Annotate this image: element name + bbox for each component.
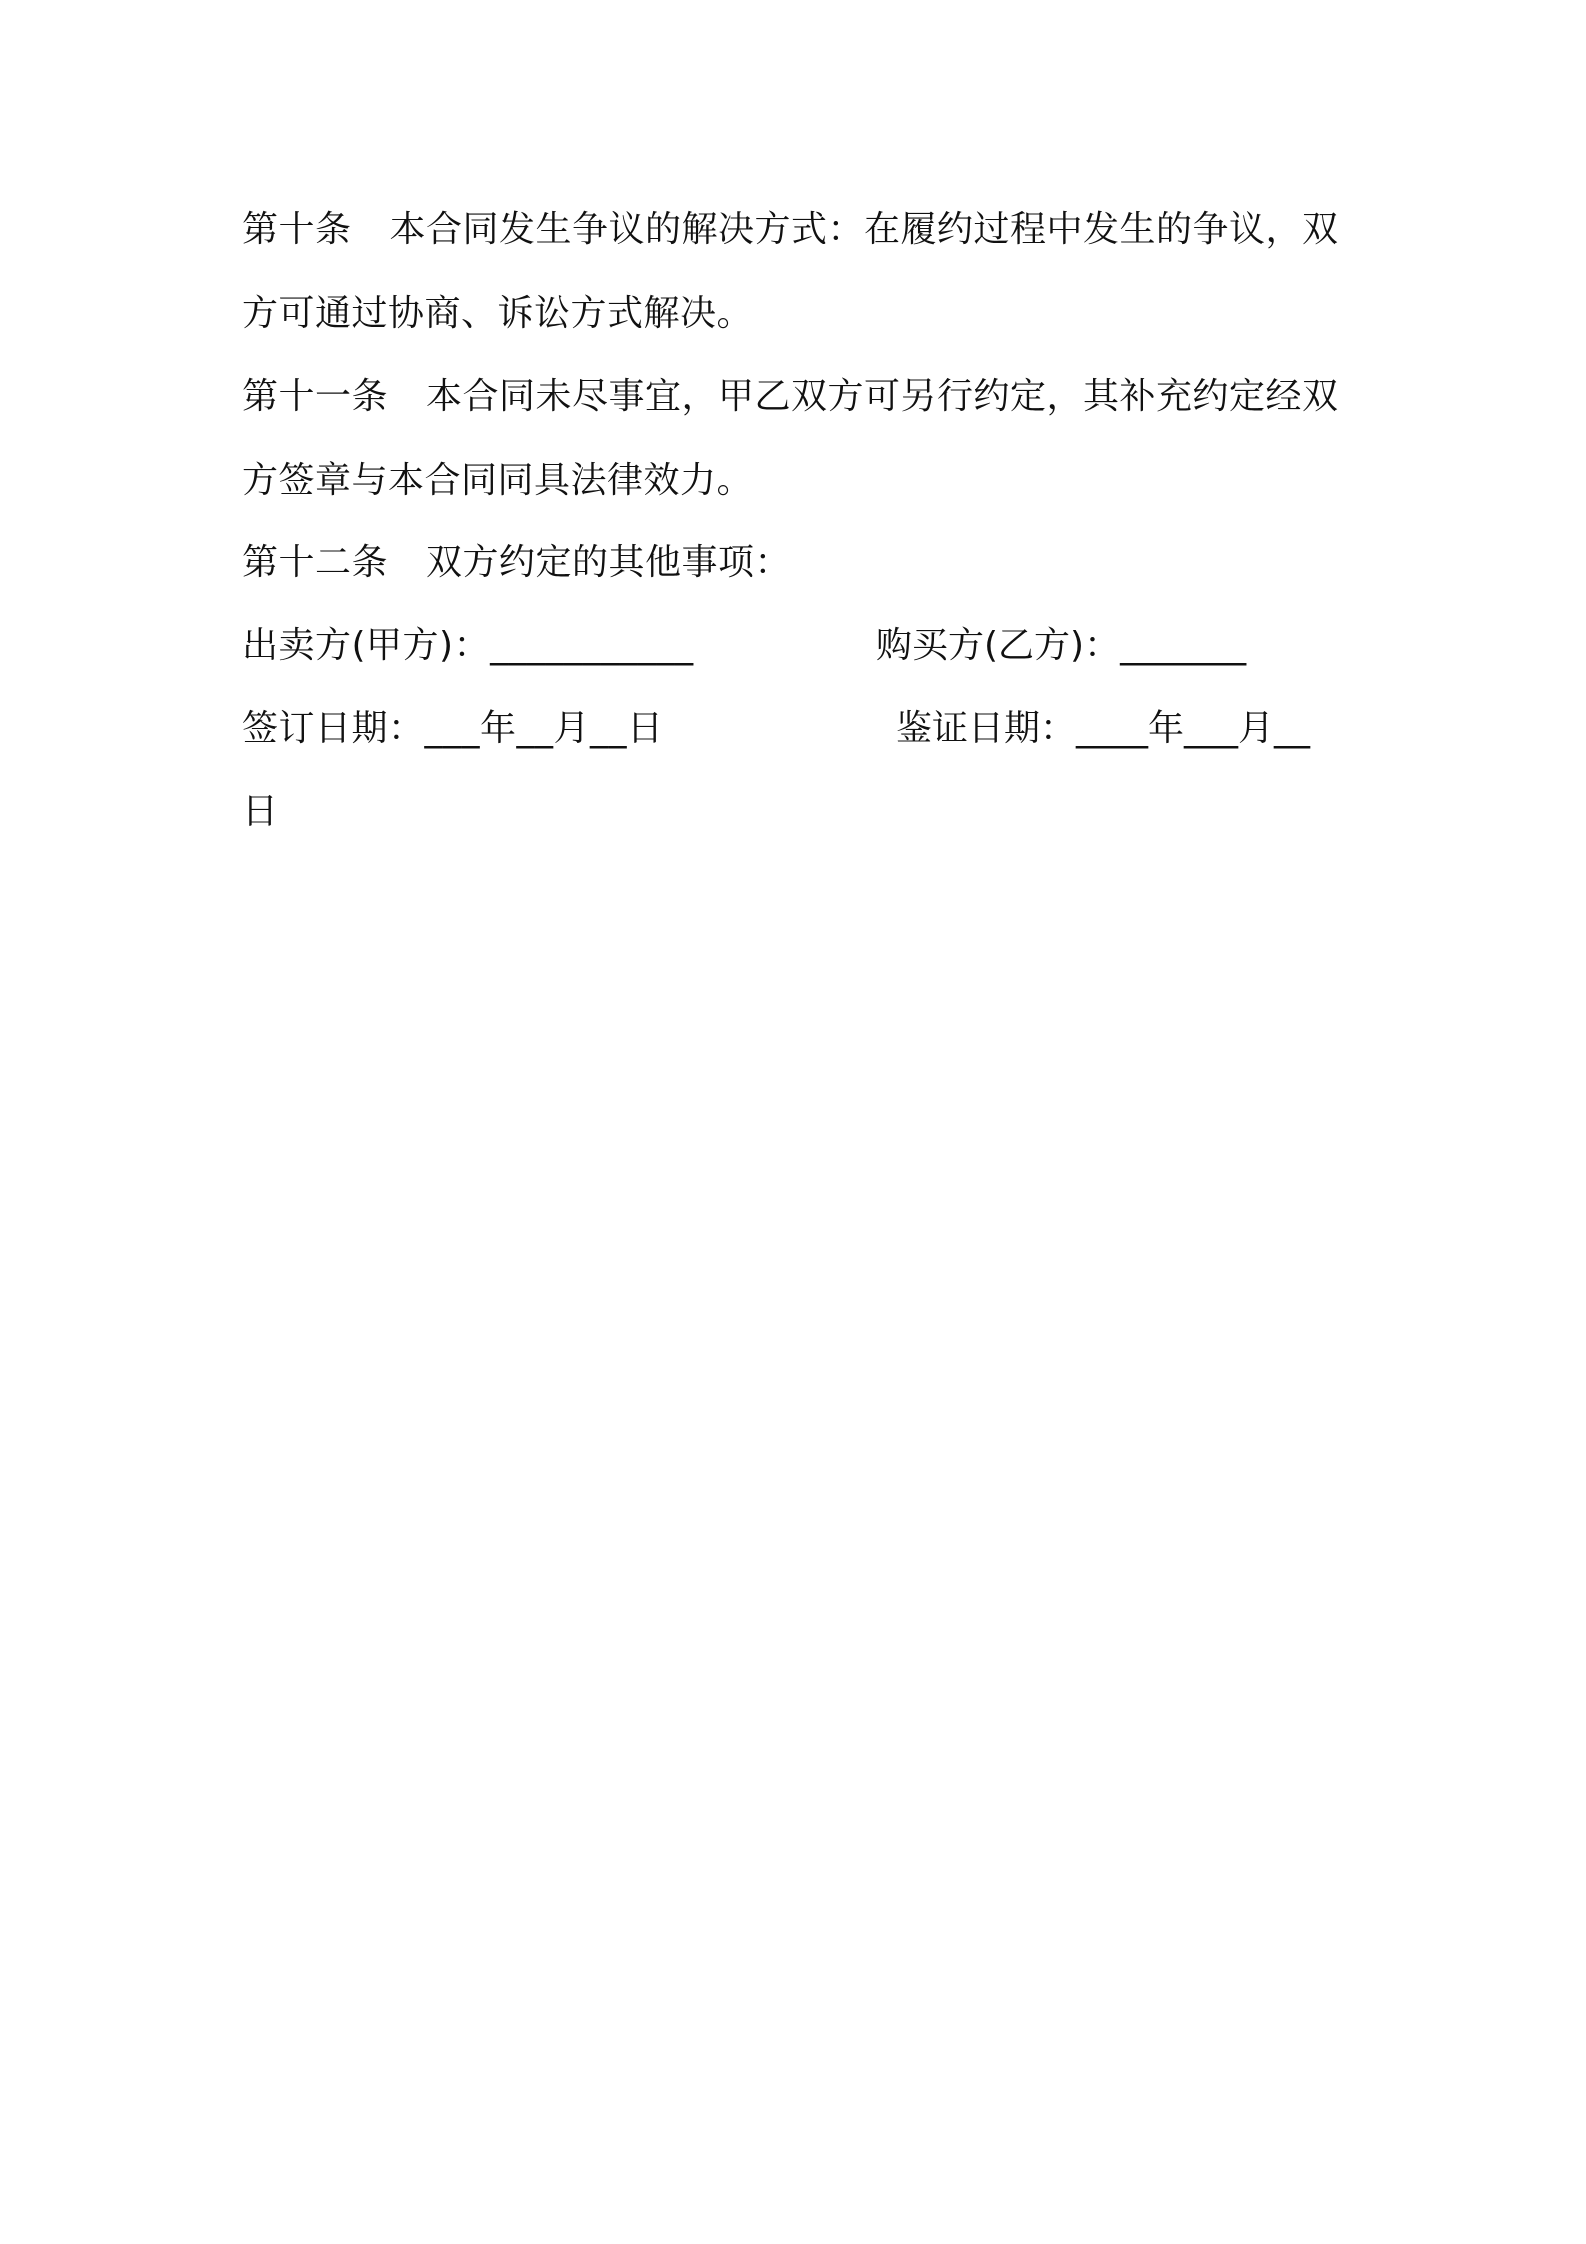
article-11-text-1: 本合同未尽事宜，甲乙双方可另行约定，其补充约定经双 <box>426 376 1339 417</box>
article-11-line-1 <box>242 375 1339 419</box>
article-10-line-1 <box>242 208 1339 252</box>
verify-date-continuation: 日 <box>242 791 279 832</box>
article-10-line-2: 方可通过协商、诉讼方式解决。 <box>242 293 754 334</box>
seller-signature-line: 出卖方(甲方)：___________ <box>242 625 694 666</box>
verify-date-line: 鉴证日期：____年___月__ <box>896 708 1311 749</box>
article-12-number: 第十二条 <box>242 542 389 583</box>
article-10-text-1: 本合同发生争议的解决方式：在履约过程中发生的争议，双 <box>389 209 1339 250</box>
article-11-number: 第十一条 <box>242 376 389 417</box>
article-10-number: 第十条 <box>242 209 352 250</box>
article-11-line-2: 方签章与本合同同具法律效力。 <box>242 460 754 501</box>
buyer-signature-line: 购买方(乙方)：_______ <box>876 625 1247 666</box>
article-12-line <box>242 541 791 585</box>
article-12-text: 双方约定的其他事项： <box>426 542 792 583</box>
sign-date-line: 签订日期：___年__月__日 <box>242 708 664 749</box>
